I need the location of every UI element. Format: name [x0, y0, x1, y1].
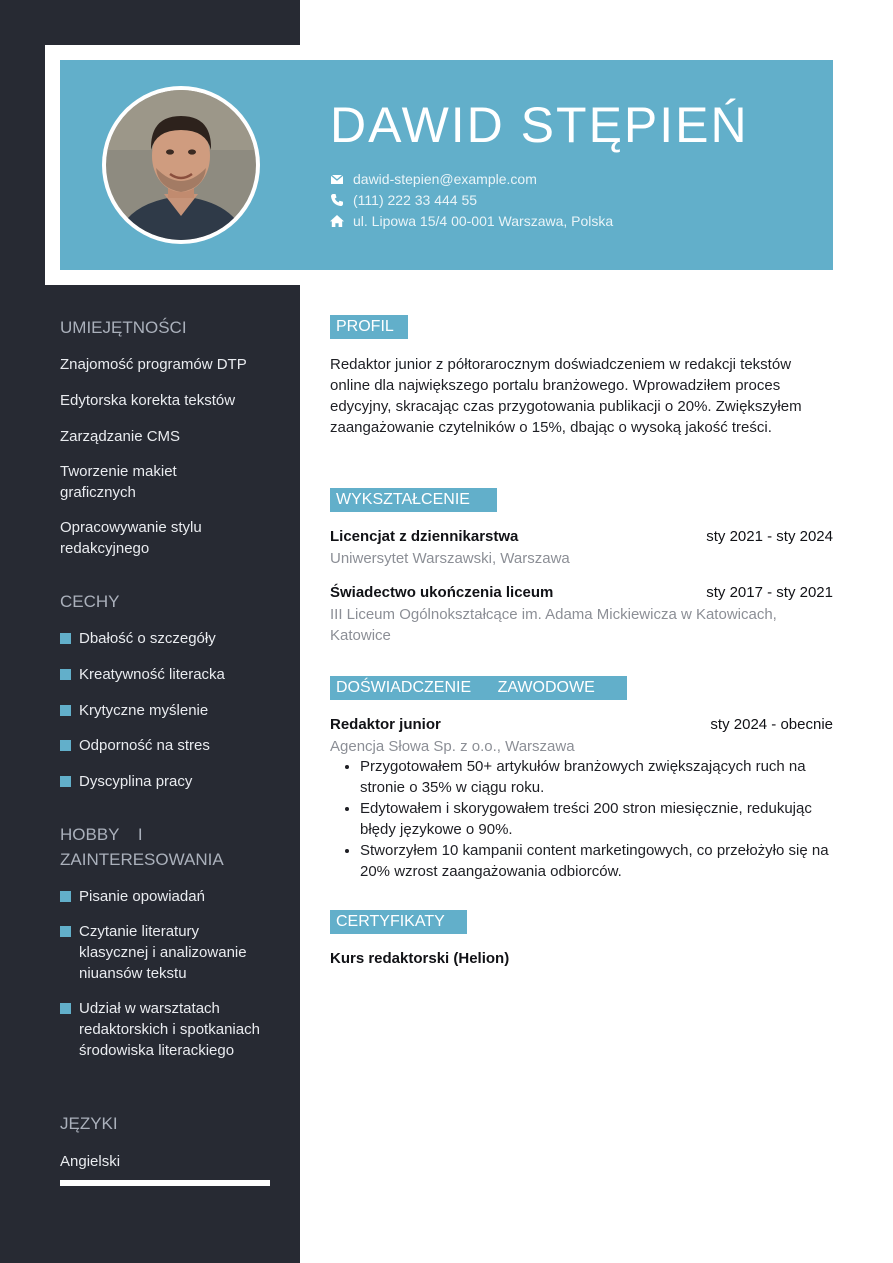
- skill-item: Tworzenie makiet graficznych: [60, 463, 177, 501]
- trait-label: Odporność na stres: [79, 737, 210, 754]
- language-level-bar: [60, 1180, 270, 1186]
- skill-item: Edytorska korekta tekstów: [60, 392, 236, 409]
- experience-heading: DOŚWIADCZENIE ZAWODOWE: [330, 676, 627, 700]
- phone-icon: [330, 193, 344, 207]
- trait-label: Dyscyplina pracy: [79, 773, 193, 790]
- square-bullet-icon: [60, 926, 71, 937]
- address-text: ul. Lipowa 15/4 00-001 Warszawa, Polska: [353, 213, 614, 229]
- email-text: dawid-stepien@example.com: [353, 171, 537, 187]
- certificates-heading: CERTYFIKATY: [330, 910, 467, 934]
- profile-photo: [102, 86, 260, 244]
- contact-phone[interactable]: [330, 192, 477, 208]
- hobby-item: [60, 921, 270, 984]
- envelope-icon: [330, 172, 344, 186]
- square-bullet-icon: [60, 776, 71, 787]
- achievement-item: • Edytowałem i skorygowałem treści 200 stron miesięcznie, redukując błędy językowe o 90%.: [360, 798, 833, 840]
- trait-item: [60, 771, 270, 792]
- achievement-item: • Stworzyłem 10 kampanii content marketingowych, co przełożyło się na 20% wzrost zaangażowania odbiorców.: [360, 840, 833, 882]
- traits-heading: CECHY: [60, 592, 120, 611]
- square-bullet-icon: [60, 1003, 71, 1014]
- job-company: Agencja Słowa Sp. z o.o., Warszawa: [330, 738, 575, 755]
- education-title: Licencjat z dziennikarstwa: [330, 528, 519, 545]
- job-achievements: [330, 756, 833, 882]
- education-place: Uniwersytet Warszawski, Warszawa: [330, 550, 570, 567]
- hobby-label: Udział w warsztatach redaktorskich i spotkaniach środowiska literackiego: [79, 1000, 260, 1059]
- education-heading: WYKSZTAŁCENIE: [330, 488, 497, 512]
- trait-label: Krytyczne myślenie: [79, 702, 209, 719]
- phone-text: (111) 222 33 444 55: [353, 192, 478, 208]
- achievement-item: • Przygotowałem 50+ artykułów branżowych zwiększających ruch na stronie o 35% w ciągu roku.: [360, 756, 833, 798]
- job-title: Redaktor junior: [330, 716, 441, 733]
- square-bullet-icon: [60, 705, 71, 716]
- candidate-name: DAWID STĘPIEŃ: [330, 97, 749, 153]
- trait-item: [60, 735, 270, 756]
- square-bullet-icon: [60, 669, 71, 680]
- square-bullet-icon: [60, 740, 71, 751]
- job-date: sty 2024 - obecnie: [710, 716, 833, 733]
- skill-item: Opracowywanie stylu redakcyjnego: [60, 519, 202, 557]
- certificate-item: Kurs redaktorski (Helion): [330, 950, 510, 967]
- education-title: Świadectwo ukończenia liceum: [330, 584, 554, 601]
- hobby-label: Czytanie literatury klasycznej i analizowanie niuansów tekstu: [79, 923, 247, 982]
- trait-label: Kreatywność literacka: [79, 666, 225, 683]
- education-date: sty 2017 - sty 2021: [706, 584, 833, 601]
- hobby-label: Pisanie opowiadań: [79, 888, 205, 905]
- portrait-image: [106, 90, 256, 240]
- home-icon: [330, 214, 344, 228]
- trait-label: Dbałość o szczegóły: [79, 630, 216, 647]
- square-bullet-icon: [60, 891, 71, 902]
- language-item: Angielski: [60, 1153, 121, 1170]
- hobby-heading: HOBBY I ZAINTERESOWANIA: [60, 825, 224, 869]
- contact-email[interactable]: [330, 171, 537, 187]
- skills-heading: UMIEJĘTNOŚCI: [60, 318, 187, 337]
- skill-item: Zarządzanie CMS: [60, 428, 181, 445]
- hobby-item: [60, 886, 270, 907]
- profile-heading: PROFIL: [330, 315, 408, 339]
- trait-item: [60, 700, 270, 721]
- trait-item: [60, 628, 270, 649]
- hobby-item: [60, 998, 270, 1061]
- languages-heading: JĘZYKI: [60, 1114, 118, 1133]
- contact-address: [330, 213, 613, 229]
- profile-text: Redaktor junior z półtorarocznym doświadczeniem w redakcji tekstów online dla największego portalu branżowego. Wprowadziłem proces edycyjny, skracając czas przygotowania publikacji o 20%. Zwiększyłem zaangażowanie czytelników o 15%, dbając o wysoką jakość treści.: [330, 356, 802, 436]
- trait-item: [60, 664, 270, 685]
- education-date: sty 2021 - sty 2024: [706, 528, 833, 545]
- education-place: III Liceum Ogólnokształcące im. Adama Mickiewicza w Katowicach, Katowice: [330, 606, 777, 644]
- skill-item: Znajomość programów DTP: [60, 356, 247, 373]
- square-bullet-icon: [60, 633, 71, 644]
